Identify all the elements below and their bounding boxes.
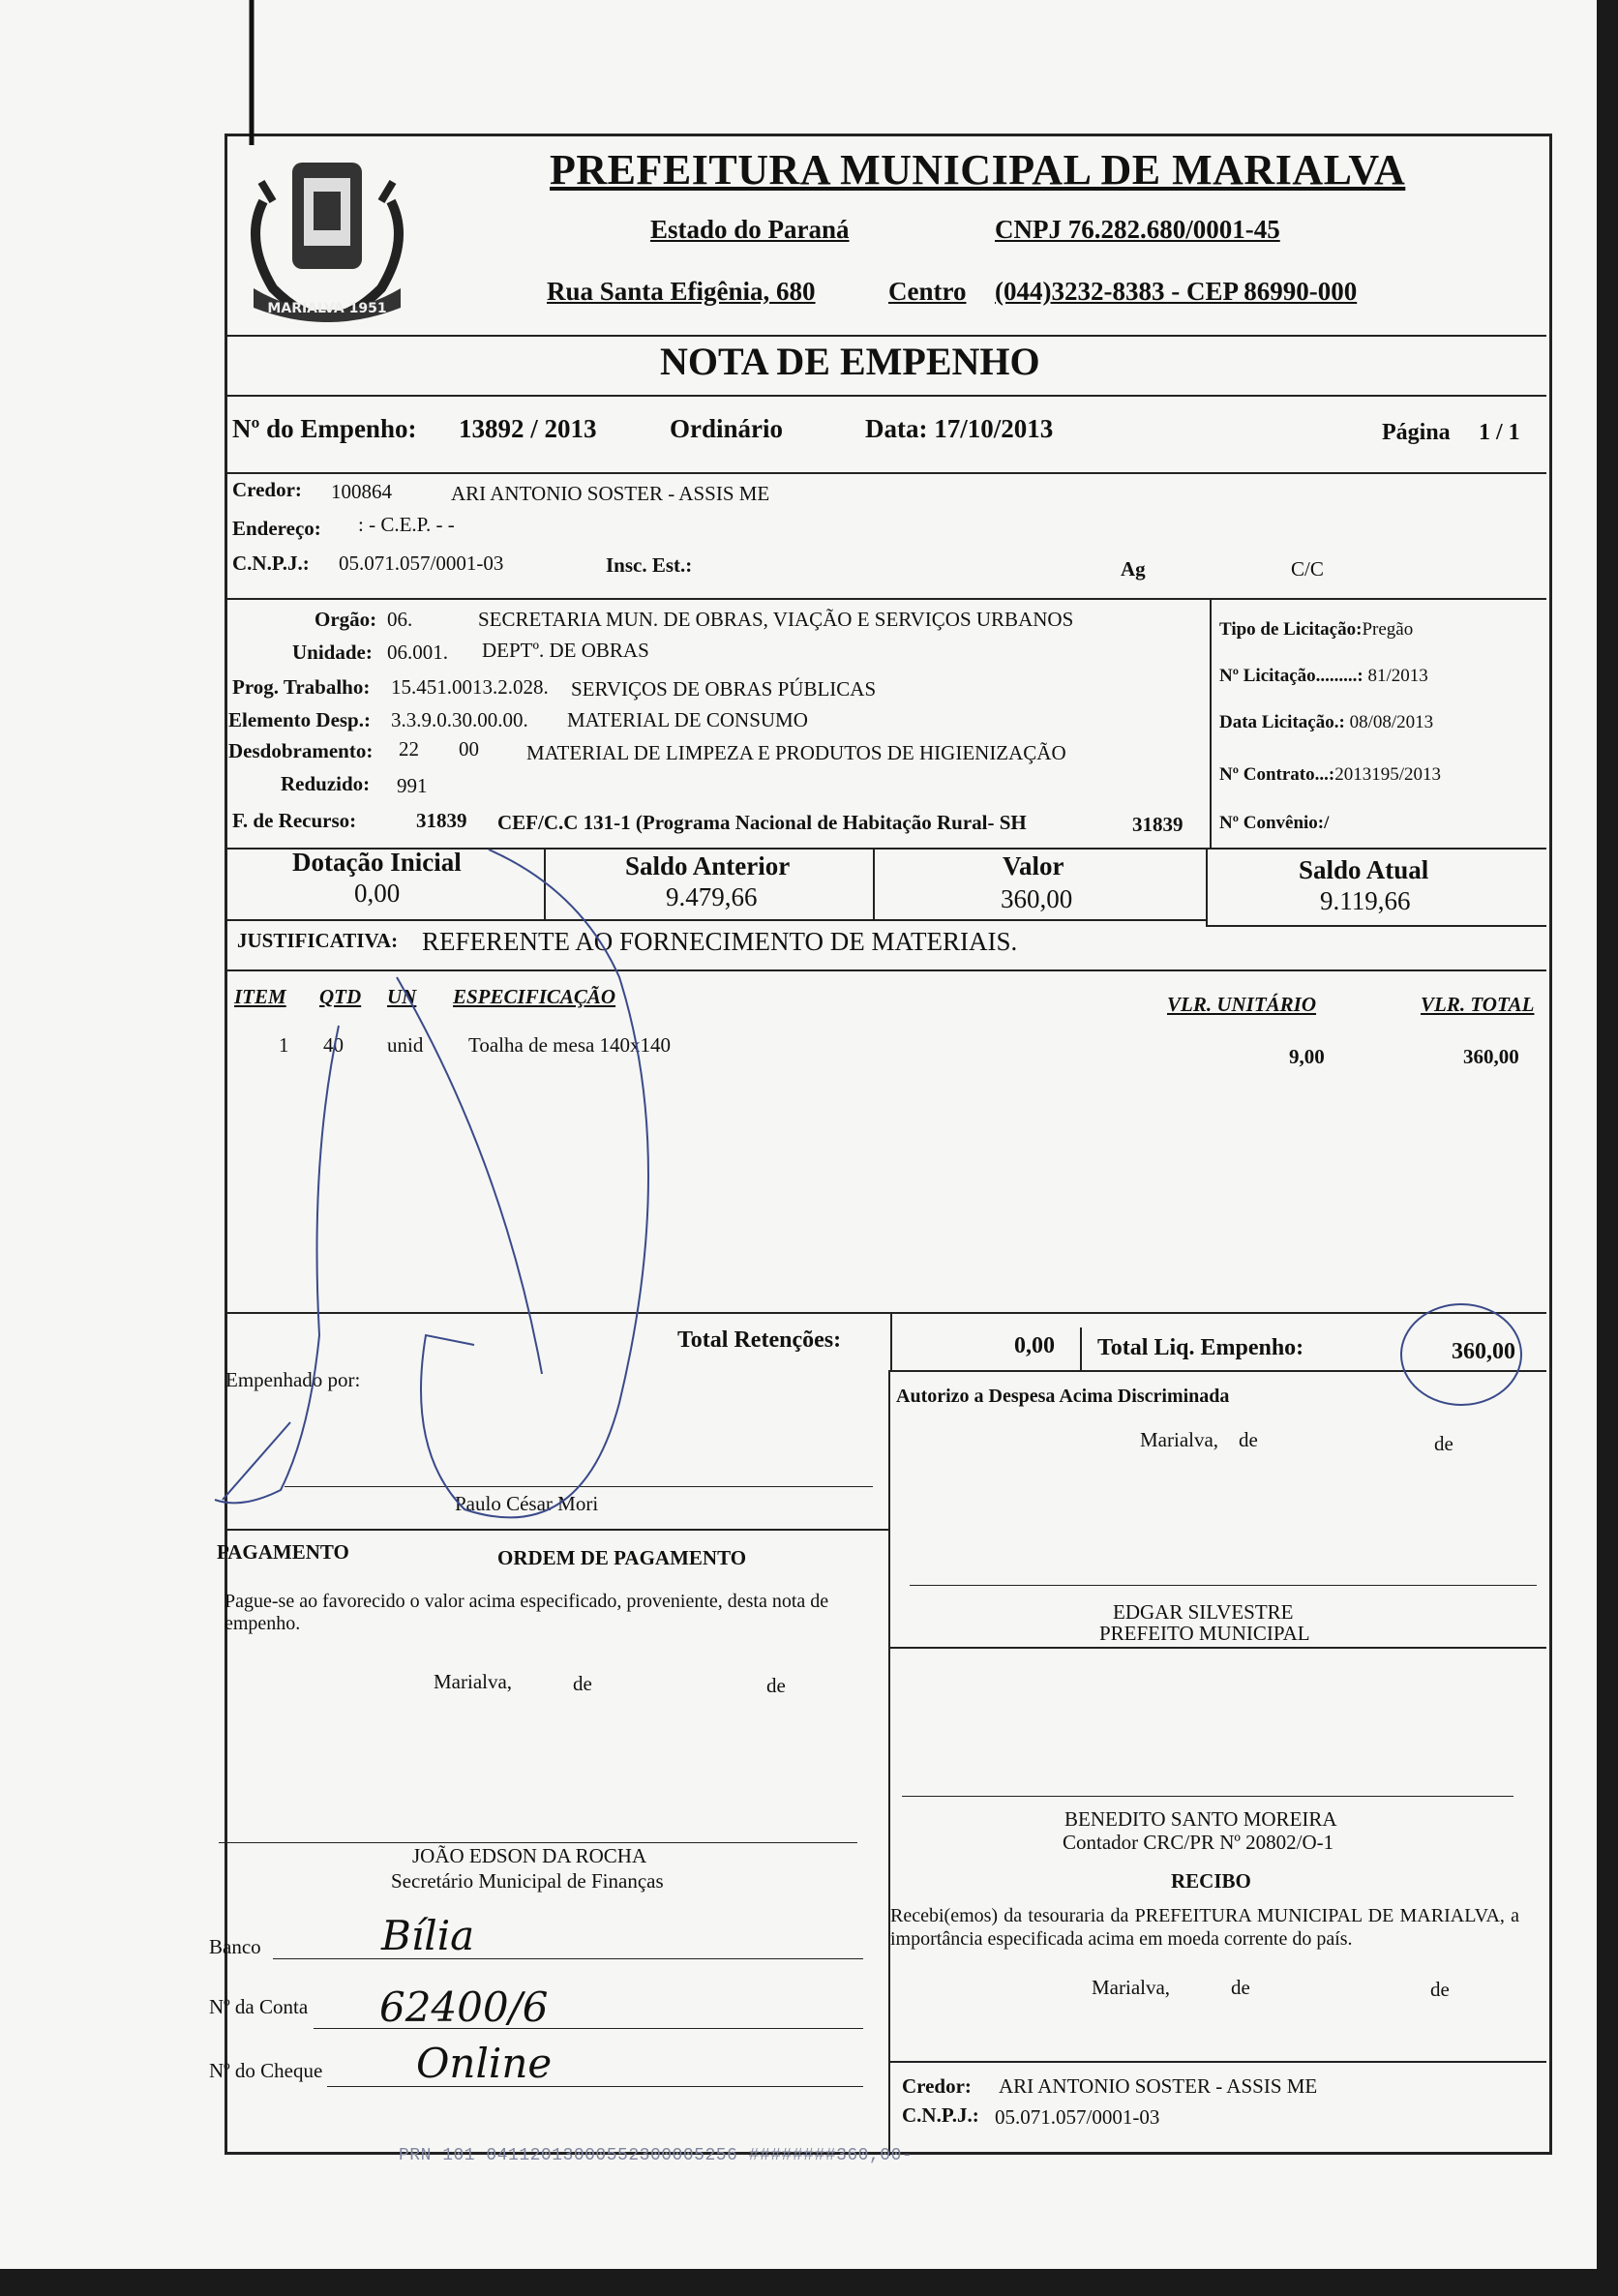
item-spec: Toalha de mesa 140x140 [468,1033,672,1057]
data-label-text: Data Licitação.: [1219,712,1345,732]
cheque-label: Nº do Cheque [209,2059,323,2082]
cnpj-value: 05.071.057/0001-03 [339,552,504,575]
recibo-credor: ARI ANTONIO SOSTER - ASSIS ME [999,2074,1318,2098]
tipo-value: Pregão [1362,619,1414,640]
pagamento-city: Marialva, [434,1670,513,1693]
dotacao-value: 0,00 [354,879,401,908]
reduzido-value: 991 [397,774,428,797]
elemento-code: 3.3.9.0.30.00.00. [391,708,528,731]
header-state: Estado do Paraná [650,215,850,244]
elemento-label: Elemento Desp.: [228,708,371,731]
recibo-city: Marialva, [1092,1976,1171,1999]
col-spec: ESPECIFICAÇÃO [453,985,616,1008]
credor-name: ARI ANTONIO SOSTER - ASSIS ME [451,482,770,505]
banco-value: Bília [381,1912,475,1959]
anterior-label: Saldo Anterior [625,851,791,880]
prog-desc: SERVIÇOS DE OBRAS PÚBLICAS [571,677,877,701]
col-item: ITEM [234,985,286,1008]
col-un: UN [387,985,417,1008]
header-phone-cep: (044)3232-8383 - CEP 86990-000 [995,277,1358,306]
desdob-b: 00 [459,737,479,760]
orgao-code: 06. [387,608,413,631]
header-title: PREFEITURA MUNICIPAL DE MARIALVA [550,146,1406,194]
autorizo-de2: de [1434,1432,1453,1455]
dotacao-label: Dotação Inicial [292,848,462,877]
ag-label: Ag [1121,557,1146,581]
atual-value: 9.119,66 [1320,886,1411,915]
pagamento-de2: de [766,1674,786,1697]
header-cnpj: CNPJ 76.282.680/0001-45 [995,215,1280,244]
autorizo-de1: de [1239,1428,1258,1451]
convenio-label: Nº Convênio:/ [1219,813,1330,833]
recibo-title: RECIBO [1171,1869,1251,1893]
liquido-label: Total Liq. Empenho: [1097,1335,1304,1360]
contrato-value: 2013195/2013 [1334,764,1441,785]
unidade-code: 06.001. [387,641,448,664]
retencoes-value: 0,00 [1014,1333,1055,1358]
valor-label: Valor [1003,851,1064,880]
recurso-desc: CEF/C.C 131-1 (Programa Nacional de Habitação Rural- SH [497,811,1027,834]
contrato-label-text: Nº Contrato...: [1219,764,1335,785]
empenhado-name: Paulo César Mori [455,1492,599,1515]
conta-value: 62400/6 [379,1983,549,2031]
autorizo-city: Marialva, [1140,1428,1219,1451]
item-qty: 40 [323,1033,344,1057]
num-label-text: Nº Licitação.........: [1219,666,1363,686]
desdob-label: Desdobramento: [228,739,374,762]
footer-stamp: PRN 101 04112013000552300005256 ########360,00- [399,2146,914,2165]
recibo-cnpj: 05.071.057/0001-03 [995,2105,1160,2129]
prog-code: 15.451.0013.2.028. [391,675,549,699]
recurso-label: F. de Recurso: [232,809,357,832]
credor-label: Credor: [232,478,302,501]
empenho-number: 13892 / 2013 [459,414,597,443]
recibo-credor-label: Credor: [902,2074,972,2098]
item-unit-price: 9,00 [1289,1045,1325,1068]
tipo-label-text: Tipo de Licitação: [1219,619,1363,640]
cnpj-label: C.N.P.J.: [232,552,310,575]
desdob-a: 22 [399,737,419,760]
item-unit-type: unid [387,1033,424,1057]
page-label: Página [1382,420,1451,445]
data-value: 08/08/2013 [1349,712,1434,732]
secretario-name: JOÃO EDSON DA ROCHA [412,1844,647,1867]
prefeito-role: PREFEITO MUNICIPAL [1099,1622,1310,1645]
col-unit: VLR. UNITÁRIO [1167,993,1317,1016]
address-label: Endereço: [232,517,321,540]
recibo-cnpj-label: C.N.P.J.: [902,2103,979,2127]
atual-label: Saldo Atual [1299,855,1429,884]
empenho-label: Nº do Empenho: [232,414,417,443]
unidade-desc: DEPTº. DE OBRAS [482,639,649,662]
pagamento-de1: de [573,1672,592,1695]
justificativa-text: REFERENTE AO FORNECIMENTO DE MATERIAIS. [422,927,1018,956]
contador-name: BENEDITO SANTO MOREIRA [1064,1807,1337,1831]
unidade-label: Unidade: [292,641,373,664]
liquido-value: 360,00 [1452,1339,1515,1364]
desdob-desc: MATERIAL DE LIMPEZA E PRODUTOS DE HIGIENIZAÇÃO [526,741,1066,764]
cc-label: C/C [1291,557,1324,581]
reduzido-label: Reduzido: [281,772,371,795]
insc-label: Insc. Est.: [606,553,693,577]
conta-label: Nº da Conta [209,1995,309,2018]
empenhado-label: Empenhado por: [225,1368,361,1391]
col-total: VLR. TOTAL [1421,993,1535,1016]
cheque-value: Online [416,2040,553,2087]
doc-title: NOTA DE EMPENHO [660,340,1040,383]
recurso-code2: 31839 [1132,813,1184,836]
pagamento-label: PAGAMENTO [217,1540,349,1564]
anterior-value: 9.479,66 [666,882,758,911]
autorizo-text: Autorizo a Despesa Acima Discriminada [896,1386,1230,1407]
recibo-text: Recebi(emos) da tesouraria da PREFEITURA MUNICIPAL DE MARIALVA, a importância especificada acima em moeda corrente do país. [890,1905,1519,1950]
recurso-code: 31839 [416,809,467,832]
secretario-role: Secretário Municipal de Finanças [391,1869,664,1893]
recibo-de1: de [1231,1976,1250,1999]
valor-value: 360,00 [1001,884,1073,913]
empenho-type: Ordinário [670,414,784,443]
col-qtd: QTD [319,985,362,1008]
contador-role: Contador CRC/PR Nº 20802/O-1 [1063,1831,1334,1854]
ordem-label: ORDEM DE PAGAMENTO [497,1546,747,1569]
empenho-date: Data: 17/10/2013 [865,414,1054,443]
orgao-label: Orgão: [315,608,377,631]
orgao-desc: SECRETARIA MUN. DE OBRAS, VIAÇÃO E SERVIÇOS URBANOS [478,608,1074,631]
item-number: 1 [279,1033,289,1057]
prog-label: Prog. Trabalho: [232,675,371,699]
page-number: 1 / 1 [1479,420,1520,445]
header-district: Centro [888,277,967,306]
prefeito-name: EDGAR SILVESTRE [1113,1600,1294,1624]
item-total: 360,00 [1463,1045,1519,1068]
svg-text:MARIALVA 1951: MARIALVA 1951 [267,301,387,316]
credor-code: 100864 [331,480,392,503]
retencoes-label: Total Retenções: [677,1327,842,1353]
pagamento-text: Pague-se ao favorecido o valor acima especificado, proveniente, desta nota de empenho. [225,1591,829,1634]
address-value: : - C.E.P. - - [358,513,455,536]
header-street: Rua Santa Efigênia, 680 [547,277,816,306]
recibo-de2: de [1430,1978,1450,2001]
elemento-desc: MATERIAL DE CONSUMO [567,708,808,731]
num-value: 81/2013 [1367,666,1428,686]
banco-label: Banco [209,1935,261,1958]
justificativa-label: JUSTIFICATIVA: [237,929,399,952]
